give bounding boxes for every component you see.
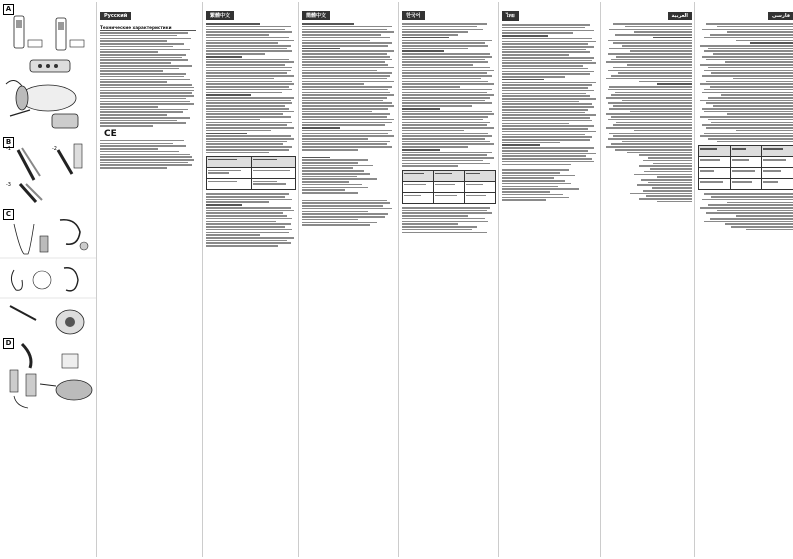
spec-table [402, 170, 496, 204]
figure-c-illustration [0, 210, 96, 338]
spec-list [502, 169, 598, 201]
column-thai [498, 2, 598, 557]
text-block [206, 193, 296, 247]
column-header: فارسی [768, 12, 793, 20]
column-simplified-chinese [298, 2, 396, 557]
column-header: 한국어 [402, 11, 425, 20]
text-block [206, 23, 296, 153]
ce-mark: CE [104, 128, 117, 139]
text-block [302, 23, 396, 150]
figure-b-illustration [0, 140, 96, 208]
figure-column [0, 2, 97, 557]
column-persian [694, 2, 793, 557]
column-russian [100, 2, 196, 557]
spec-table [206, 156, 296, 190]
column-header: 簡體中文 [302, 11, 330, 20]
text-block [698, 23, 793, 142]
text-block [100, 140, 196, 169]
figure-d-illustration [0, 340, 96, 420]
spec-list [302, 157, 396, 194]
panel-letter-d: D [3, 338, 14, 349]
column-header: ไทย [502, 11, 519, 21]
text-block [502, 24, 598, 165]
text-block [604, 23, 692, 202]
column-arabic [600, 2, 692, 557]
svg-text:-1: -1 [6, 146, 11, 152]
column-header: 繁體中文 [206, 11, 234, 20]
column-korean [398, 2, 496, 557]
panel-letter-a: A [3, 4, 14, 15]
text-block [100, 32, 196, 127]
panel-letter-b: B [3, 137, 14, 148]
column-header: Pусский [100, 12, 131, 20]
text-block [698, 193, 793, 230]
text-block [402, 23, 496, 167]
svg-text:-2: -2 [52, 146, 57, 152]
svg-text:-3: -3 [6, 182, 11, 188]
column-traditional-chinese [202, 2, 296, 557]
figure-a-illustration [0, 6, 96, 134]
column-header: العربية [668, 12, 692, 20]
text-block [402, 207, 496, 233]
section-title: Технические характеристики [100, 25, 196, 31]
panel-letter-c: C [3, 209, 14, 220]
spec-table [698, 145, 793, 190]
text-block [302, 200, 396, 226]
